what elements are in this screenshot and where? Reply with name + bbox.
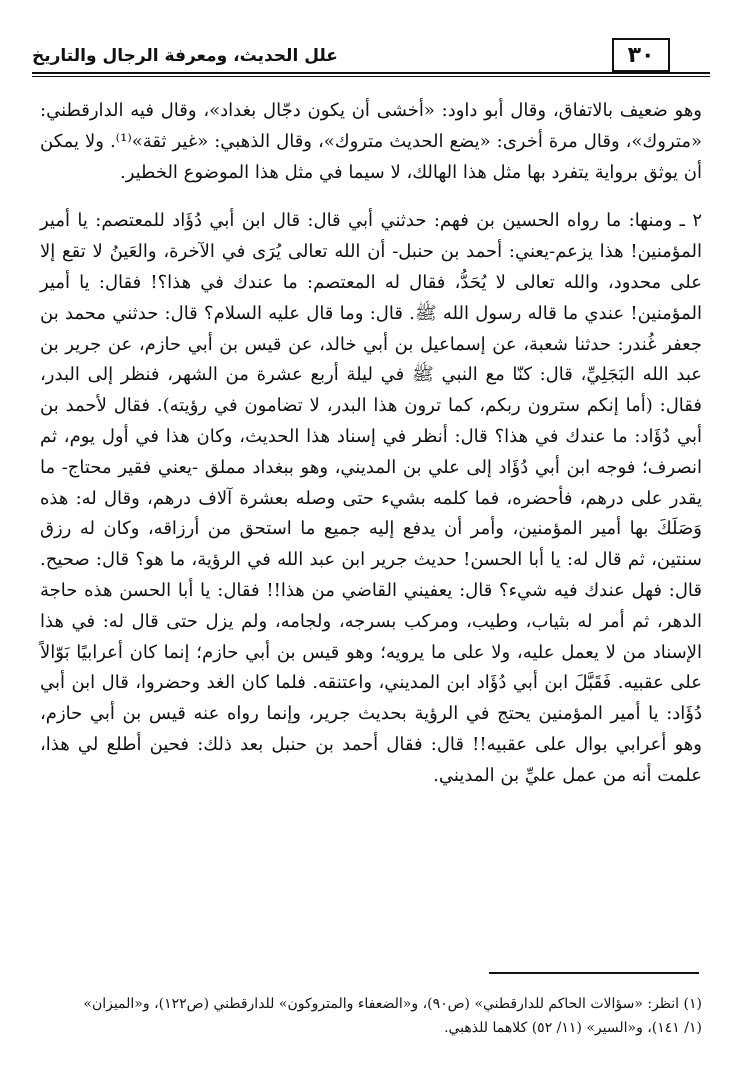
text-line: ثقة»⁽¹⁾. ولا يمكن أن يوثق برواية يتفرد بها مثل هذا الهالك، لا سيما في مثل هذا [40, 130, 702, 183]
text-line: محمد بن جعفر غُندر: حدثنا شعبة، عن إسماعيل بن أبي خالد، عن قيس بن أبي حازم، [40, 302, 702, 355]
footnote-separator [489, 972, 699, 974]
footnote-line: (١/ ١٤١)، و«السير» (١١/ ٥٢) كلاهما للذهبي. [444, 1020, 702, 1036]
running-title: علل الحديث، ومعرفة الرجال والتاريخ [32, 46, 338, 66]
text-line: فقال لأحمد بن أبي دُؤَاد: ما عندك في هذا؟ قال: أنظر في إسناد هذا الحديث، وكان هذا [40, 395, 702, 447]
footnote-marker: (١) [683, 996, 702, 1012]
header-rule-thin [32, 76, 710, 77]
text-line: لا تقع إلا على محدود، والله تعالى لا يُحَدُّ، فقال له المعتصم: ما عندك في هذا؟! فقال: [40, 241, 702, 293]
text-line: يا أمير المؤمنين! هذا يزعم-يعني: أحمد بن حنبل- أن الله تعالى يُرَى في الآخرة، والعَينُ [40, 210, 702, 263]
text-line: بحديث جرير، وإنما رواه عنه قيس بن أبي حازم، وهو أعرابي بوال على عقبيه!! قال: [40, 703, 702, 755]
text-line: فقال أحمد بن حنبل بعد ذلك: فحين أطلع لي هذا، علمت أنه من عمل عليِّ بن المديني. [40, 733, 702, 786]
main-text [40, 96, 702, 792]
text-line: ٢ ـ ومنها: ما رواه الحسين بن فهم: حدثني أبي قال: قال ابن أبي دُؤَاد للمعتصم: [95, 210, 702, 232]
text-line: ولجامه، ولم يزل حتى قال له: في هذا الإسناد من لا يعمل عليه، ولا على ما يرويه؛ وهو [40, 610, 702, 663]
text-line: في أول يوم، ثم انصرف؛ فوجه ابن أبي دُؤَاد إلى علي بن المديني، وهو ببغداد مملق [40, 425, 703, 478]
text-line: قيس بن أبي حازم؛ إنما كان أعرابيًا بَوّالاً على عقبيه. فَقَبَّلَ ابن أبي دُؤَاد ابن المديني، [40, 641, 702, 694]
text-line: الرؤية، ما هو؟ قال: صحيح. قال: فهل عندك فيه شيء؟ قال: يعفيني القاضي من هذا!! [40, 549, 702, 601]
text-line: آلاف درهم، وقال له: هذه وَصَلَكَ بها أمير المؤمنين، وأمر أن يدفع إليه جميع ما استحق [40, 487, 702, 540]
text-line: يا أمير المؤمنين! عندي ما قاله رسول الله ﷺ. قال: وما قال عليه السلام؟ قال: حدثني [40, 271, 702, 324]
text-line: من أرزاقه، وكان له رزق سنتين، ثم قال له: يا أبا الحسن! حديث جرير ابن عبد الله في [40, 518, 702, 571]
page-number: ٣٠ [612, 38, 670, 72]
paragraph-spacer [40, 188, 702, 206]
paragraph-2 [40, 206, 702, 791]
text-line: الموضوع الخطير. [119, 161, 250, 183]
text-line: -يعني فقير محتاج- ما يقدر على درهم، فأحضره، فما كلمه بشيء حتى وصله بعشرة [40, 456, 702, 509]
text-line: واعتنقه. فلما كان الغد وحضروا، قال ابن أبي دُؤَاد: يا أمير المؤمنين يحتج في الرؤية [40, 672, 702, 725]
text-line: إلى البدر، فقال: (أما إنكم سترون ربكم، كما ترون هذا البدر، لا تضامون في رؤيته). [40, 364, 702, 417]
footnote-1 [40, 992, 702, 1040]
text-line: عن جرير بن عبد الله البَجَلِيِّ، قال: كنّا مع النبي ﷺ في ليلة أربع عشرة من الشهر، فنظر [40, 333, 702, 386]
page-header [32, 38, 710, 84]
footnote-line: انظر: «سؤالات الحاكم للدارقطني» (ص٩٠)، و«الضعفاء والمتروكون» للدارقطني (ص١٢٢)، و«الميزان» [83, 996, 680, 1012]
text-line: وهو ضعيف بالاتفاق، وقال أبو داود: «أخشى أن يكون دجّال بغداد»، وقال فيه [130, 100, 703, 121]
paragraph-1 [40, 96, 702, 188]
text-line: فقال: يا أبا الحسن هذه حاجة الدهر، ثم أمر له بثياب، وطيب، ومركب بسرجه، [40, 579, 703, 632]
header-rule [32, 72, 710, 74]
text-line: الدارقطني: «متروك»، وقال مرة أخرى: «يضع الحديث متروك»، وقال الذهبي: «غير [40, 100, 702, 152]
